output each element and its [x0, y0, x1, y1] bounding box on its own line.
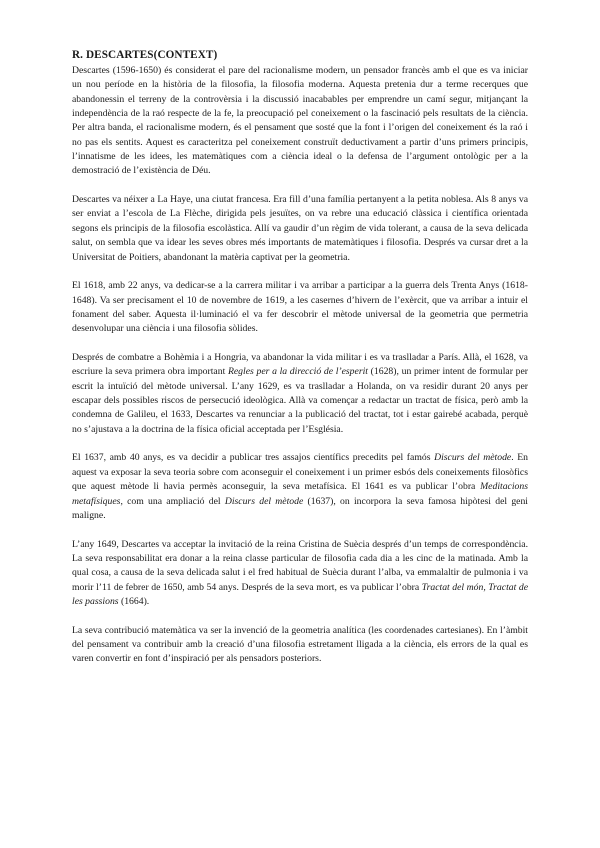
- document-title: R. DESCARTES(CONTEXT): [72, 49, 218, 61]
- paragraph-text: El 1637, amb 40 anys, es va decidir a publicar tres assajos científics precedits pel famós: [72, 452, 435, 464]
- paragraph-text: (1637), on incorpora la seva famosa hipòtesi del geni maligne.: [72, 495, 528, 521]
- paragraph-text: (1628), un primer intent de formular per escrit la intuïció del mètode universal. L’any 1629, es va traslladar a Holanda, on va residir durant 20 anys per escapar dels possibles riscos de persecució ideològica. Allà va començar a redactar un tractat de física, però amb la condemna de Galileu, el 1633, Descartes va renunciar a la publicació del tractat, tot i estar gairebé acabada, perquè no s’ajustava a la doctrina de la física oficial acceptada per l’Església.: [72, 366, 528, 435]
- paragraph-text: Descartes (1596-1650) és considerat el pare del racionalisme modern, un pensador francès amb el que es va iniciar un nou període en la història de la filosofia, la filosofia moderna. Aquesta pretenia dur a terme recerques que abandonessin el terreny de la controvèrsia i la discussió inacabables per emprendre un camí segur, mitjançant la independència de la raó respecte de la fe, la preocupació pel coneixement o la fascinació pels resultats de la ciència. Per altra banda, el racionalisme modern, és el pensament que sosté que la font i l’origen del coneixement és la raó i no pas els sentits. Aquest es caracteritza pel coneixement construït deductivament a partir d’uns primers principis, l’innatisme de les idees, les matemàtiques com a ciència ideal o la defensa de l’argument ontològic per a la demostració de l’existència de Déu.: [72, 65, 528, 177]
- paragraph-6: [72, 538, 528, 610]
- paragraph-1: [72, 64, 528, 179]
- paragraph-4: [72, 351, 528, 437]
- paragraph-text: (1664).: [118, 595, 150, 607]
- paragraph-text: El 1618, amb 22 anys, va dedicar-se a la carrera militar i va arribar a participar a la guerra dels Trenta Anys (1618-1648). Va ser precisament el 10 de novembre de 1619, a les casernes d’hivern de l’exèrcit, que va arribar a intuir el fonament del saber. Aquesta il·luminació el va fer descobrir el mètode universal de la geometria que permetria desenvolupar una ciència i una filosofia sòlides.: [72, 280, 528, 335]
- paragraph-text: L’any 1649, Descartes va acceptar la invitació de la reina Cristina de Suècia després d’un temps de correspondència. La seva responsabilitat era donar a la reina classe particular de filosofia cada dia a les cinc de la matinada. Amb la qual cosa, a causa de la seva delicada salut i el fred habitual de Suècia durant l’alba, va emmalaltir de pulmonia i va morir l’11 de febrer de 1650, amb 54 anys. Després de la seva mort, es va publicar l’obra: [72, 538, 528, 593]
- italic-title: Discurs del mètode: [224, 495, 304, 507]
- paragraph-2: [72, 193, 528, 265]
- document-body: [72, 64, 528, 667]
- italic-title: Discurs del mètode: [434, 452, 512, 464]
- italic-title: Meditacions metafísiques: [72, 481, 528, 507]
- paragraph-text: Descartes va néixer a La Haye, una ciutat francesa. Era fill d’una família pertanyent a la petita noblesa. Als 8 anys va ser enviat a l’escola de La Flèche, dirigida pels jesuïtes, on va rebre una educació clàssica i científica orientada segons els principis de la filosofia escolàstica. Allí va gaudir d’un règim de vida tolerant, a causa de la seva delicada salut, on sembla que va idear les seves obres més importants de matemàtiques i filosofia. Després va cursar dret a la Universitat de Poitiers, abandonant la matèria captivat per la geometria.: [72, 194, 528, 263]
- paragraph-5: [72, 451, 528, 523]
- paragraph-3: [72, 279, 528, 336]
- italic-title: Regles per a la direcció de l’esperit: [227, 366, 368, 378]
- document-page: [72, 48, 528, 681]
- paragraph-text: La seva contribució matemàtica va ser la invenció de la geometria analítica (les coordenades cartesianes). En l’àmbit del pensament va contribuir amb la creació d’una filosofia estretament lligada a la ciència, els errors de la qual es varen convertir en font d’inspiració per als pensadors posteriors.: [72, 624, 528, 665]
- paragraph-text: , com una ampliació del: [120, 495, 225, 507]
- paragraph-text: . En aquest va exposar la seva teoria sobre com aconseguir el coneixement i un primer esbós dels coneixements filosòfics que aquest mètode li havia permès aconseguir, la seva metafísica. El 1641 es va publicar l’obra: [72, 452, 529, 493]
- paragraph-text: Després de combatre a Bohèmia i a Hongria, va abandonar la vida militar i es va traslladar a París. Allà, el 1628, va escriure la seva primera obra important: [72, 352, 528, 378]
- italic-title: Tractat del món, Tractat de les passions: [72, 581, 528, 607]
- paragraph-7: [72, 624, 528, 667]
